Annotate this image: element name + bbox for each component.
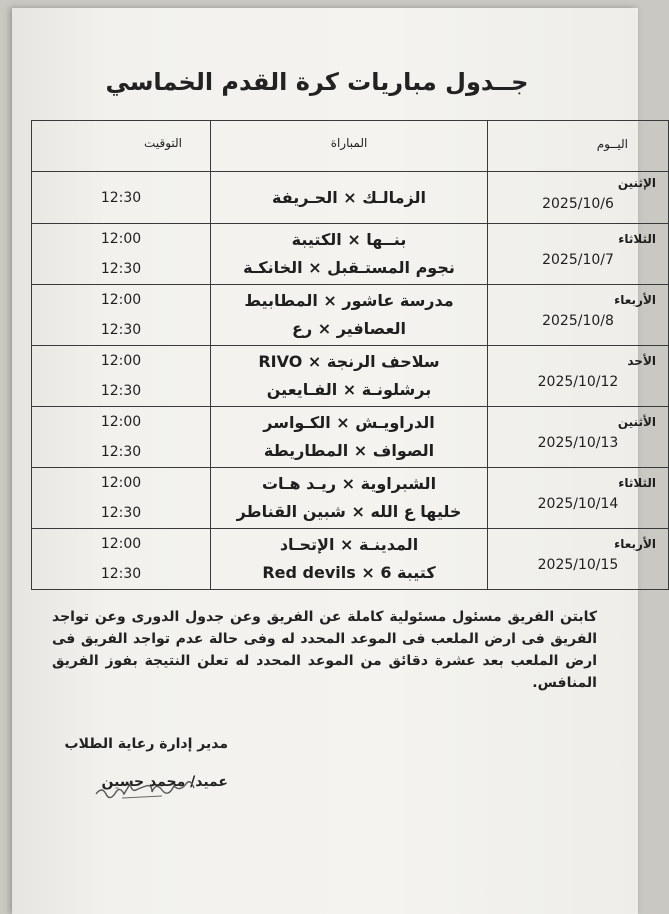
day-date: 2025/10/8 — [542, 313, 614, 329]
time-line: 12:30 — [100, 189, 142, 206]
page-title: جــدول مباريات كرة القدم الخماسي — [105, 68, 529, 96]
time-line: 12:30 — [100, 322, 142, 338]
day-name: الأربعاء — [614, 293, 656, 307]
match-line: الشبراوية × ريـد هـات — [261, 474, 437, 493]
match-cell — [211, 224, 488, 285]
day-cell — [488, 285, 669, 346]
day-name: الثلاثاء — [618, 232, 656, 246]
time-cell — [32, 285, 211, 346]
time-cell — [32, 529, 211, 590]
time-line: 12:00 — [100, 475, 142, 491]
day-cell — [488, 224, 669, 285]
match-cell — [211, 407, 488, 468]
time-line: 12:30 — [100, 566, 142, 582]
day-date: 2025/10/12 — [537, 374, 619, 390]
match-line: سلاحف الرنجة × RIVO — [258, 352, 440, 371]
match-cell — [211, 172, 488, 224]
table-header-row — [32, 121, 669, 172]
time-cell — [32, 407, 211, 468]
time-line: 12:30 — [100, 444, 142, 460]
table-row — [32, 224, 669, 285]
table-row — [32, 172, 669, 224]
day-date: 2025/10/14 — [537, 496, 619, 512]
match-cell — [211, 468, 488, 529]
header-day: اليــوم — [488, 121, 669, 172]
table-row — [32, 468, 669, 529]
match-cell — [211, 285, 488, 346]
match-line: بنــها × الكتيبة — [291, 230, 407, 249]
day-cell — [488, 468, 669, 529]
time-line: 12:30 — [100, 261, 142, 277]
handwritten-signature — [92, 778, 212, 804]
day-date: 2025/10/6 — [542, 195, 614, 212]
table-row — [32, 407, 669, 468]
time-line: 12:30 — [100, 383, 142, 399]
paper-sheet — [12, 8, 656, 914]
time-line: 12:00 — [100, 292, 142, 308]
time-line: 12:00 — [100, 353, 142, 369]
rules-note: كابتن الفريق مسئول مسئولية كاملة عن الفريق وعن جدول الدورى وعن تواجد الفريق فى ارض الملعب فى الموعد المحدد له وفى حالة عدم تواجد الفريق فى ارض الملعب بعد عشرة دقائق من الموعد المحدد له تعلن النتيجة بفوز الفريق المنافس. — [52, 609, 597, 691]
signature-name: عميد/ محمد حسين — [101, 774, 228, 790]
match-line: نجوم المستـقبل × الخانكـة — [243, 258, 455, 277]
match-cell — [211, 346, 488, 407]
match-line: برشلونـة × الفـايعين — [266, 380, 432, 399]
time-cell — [32, 172, 211, 224]
time-line: 12:00 — [100, 414, 142, 430]
day-cell — [488, 407, 669, 468]
time-line: 12:00 — [100, 231, 142, 247]
day-name: الأربعاء — [614, 537, 656, 551]
match-line: العصافير × رع — [292, 319, 406, 338]
time-cell — [32, 346, 211, 407]
day-name: الأحد — [627, 354, 656, 368]
day-date: 2025/10/13 — [537, 435, 619, 451]
time-line: 12:00 — [100, 536, 142, 552]
table-row — [32, 529, 669, 590]
match-line: كتيبة 6 × Red devils — [262, 563, 436, 582]
day-name: الثلاثاء — [618, 476, 656, 490]
day-cell — [488, 172, 669, 224]
table-row — [32, 285, 669, 346]
match-cell — [211, 529, 488, 590]
match-line: الدراويـش × الكـواسر — [263, 413, 435, 432]
schedule-table — [31, 120, 669, 590]
match-line: مدرسة عاشور × المطابيط — [244, 291, 454, 310]
time-cell — [32, 468, 211, 529]
header-match: المباراة — [211, 121, 488, 172]
match-line: الصواف × المطاريطة — [263, 441, 435, 460]
day-cell — [488, 529, 669, 590]
match-line: الزمالـك × الحـريفة — [272, 187, 426, 207]
time-cell — [32, 224, 211, 285]
time-line: 12:30 — [100, 505, 142, 521]
day-date: 2025/10/15 — [537, 557, 619, 573]
day-name: الإثنين — [617, 175, 656, 190]
signature-role: مدير إدارة رعاية الطلاب — [64, 736, 228, 752]
match-line: المدينـة × الإتحـاد — [279, 535, 419, 554]
day-name: الأثنين — [617, 415, 656, 429]
day-cell — [488, 346, 669, 407]
table-row — [32, 346, 669, 407]
match-line: خليها ع الله × شبين القناطر — [236, 502, 462, 521]
day-date: 2025/10/7 — [542, 252, 614, 268]
header-time: التوقيت — [32, 121, 211, 172]
